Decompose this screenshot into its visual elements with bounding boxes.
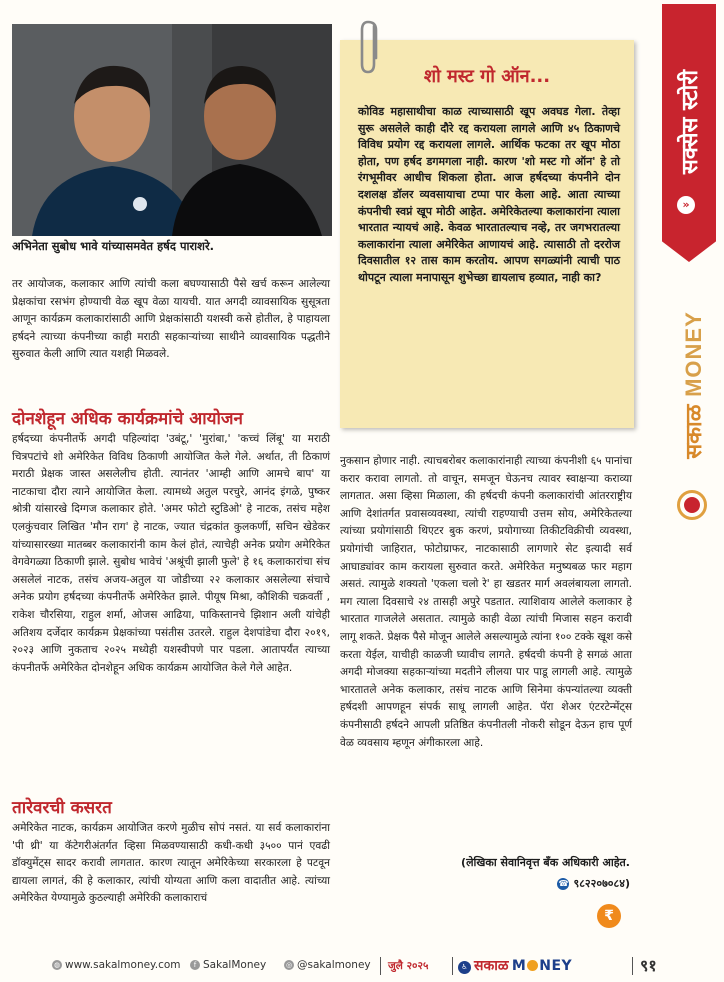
footer-website[interactable]: ◍ www.sakalmoney.com: [53, 959, 181, 971]
author-note: (लेखिका सेवानिवृत्त बँक अधिकारी आहेत.: [461, 856, 630, 869]
footer-divider: [452, 957, 453, 975]
brand-logo-center: [684, 497, 700, 513]
sidebar-label: सक्सेस स्टोरी: [678, 69, 703, 175]
instagram-icon: ◎: [285, 961, 293, 969]
photo-caption: अभिनेता सुबोध भावे यांच्यासमवेत हर्षद पाराशरे.: [12, 239, 215, 253]
highlight-box-title: शो मस्ट गो ऑन...: [423, 66, 551, 87]
page-number: ९१: [640, 956, 657, 975]
footer-brand: ♿ सकाळ M NEY: [458, 956, 572, 975]
column2-paragraph: नुकसान होणार नाही. त्याचबरोबर कलाकारांनाही त्याच्या कंपनीशी ६५ पानांचा करार करावा लागतो. तो वाचून, समजून घेऊनच त्यावर स्वाक्षऱ्या कराव्या लागतात. असा व्हिसा मिळाला, की हर्षदची कंपनी कलाकारांची आंतरराष्ट्रीय आणि देशांतर्गत प्रवासव्यवस्था, त्यांची राहण्याची उत्तम सोय, अमेरिकेतल्या त्यांच्या प्रयोगांसाठी थिएटर बुक करणं, प्रयोगाच्या तिकीटविक्रीची व्यवस्था, प्रयोगांची जाहिरात, फोटोग्राफर, नाटकासाठी लागणारे सेट इत्यादी सर्व आघाड्यांवर काम करायला सुरुवात करते. अमेरिकेत मनुष्यबळ फार महाग असतं. त्यामुळे शक्यतो 'एकला चलो रे' हा खडतर मार्ग अवलंबायला लागतो. मग त्याला दिवसाचे २४ तासही अपुरे पडतात. त्याशिवाय आलेले कलाकार हे भारतात गाजलेले असतात. त्यामुळे काही वेळा त्यांची मिजास सहन करावी लागू शकते. प्रेक्षक पैसे मोजून आलेले असल्यामुळे त्यांना १०० टक्के खूश कसे करता येईल, याचीही काळजी घ्यावीच लागते. हर्षदची कंपनी हे सगळं आता अगदी मोजक्या सहकाऱ्यांच्या मदतीने लीलया पार पाडू लागली आहे. त्यामुळे भारतातले अनेक कलाकार, तसंच नाटक आणि सिनेमा कंपन्यांतल्या व्यक्ती हर्षदशी आपणहून संपर्क साधू लागली आहेत. पॅरा शेअर एंटरटेन्मेंट्स कंपनीसाठी हर्षदने आपली प्रतिष्ठित कंपनीतली नोकरी सोडून देऊन हाच पूर्ण वेळ व्यवसाय म्हणून अंगीकारला आहे.: [340, 455, 632, 749]
facebook-icon: f: [190, 960, 200, 970]
sidebar-brand: [678, 311, 708, 459]
footer-divider: [632, 957, 633, 975]
sidebar-brand-marathi: सकाळ: [682, 404, 707, 459]
brand-o-icon: [527, 960, 538, 971]
intro-paragraph: तर आयोजक, कलाकार आणि त्यांची कला बघण्यासाठी पैसे खर्च करून आलेल्या प्रेक्षकांचा रसभंग होण्याची वेळ खूप वेळा यायची. यात अगदी व्यावसायिक सुसूत्रता आणून कार्यक्रम कलाकारांसाठी आणि प्रेक्षकांसाठी यशस्वी कसे होतील, हे पाहायला हर्षदने त्याच्या कंपनीच्या काही मराठी सहकाऱ्यांच्या साथीने व्यावसायिक पद्धतीने सुरुवात केली आणि त्यात यशही मिळवले.: [12, 278, 330, 361]
section-paragraph: हर्षदच्या कंपनीतर्फे अगदी पहिल्यांदा 'उबंटू,' 'मुरांबा,' 'कच्चं लिंबू' या मराठी चित्रपटांचे शो अमेरिकेत विविध ठिकाणी आयोजित केले गेले. अर्थात, ती ठिकाणं मराठी प्रेक्षक जास्त असलेलीच होती. त्यानंतर 'आम्ही आणि आमचे बाप' या नाटकाचा दौरा त्याने आयोजित केला. त्यामध्ये अतुल परचुरे, आनंद इंगळे, पुष्कर श्रोत्री यांसारखे दिग्गज कलाकार होते. 'अमर फोटो स्टुडिओ' हे नाटक, तसंच महेश एलकुंचवार लिखित 'मौन राग' हे नाटक, ज्यात चंद्रकांत कुलकर्णी, सचिन खेडेकर यांच्यासारख्या मातब्बर कलाकारांनी काम केलं होतं, त्याचेही अनेक प्रयोग अमेरिकेत वेगवेगळ्या ठिकाणी झाले. सुबोध भावेचं 'अश्रूंची झाली फुले' हे १६ कलाकारांचा संच असलेलं नाटक, तसंच अजय-अतुल या जोडीच्या २२ कलाकार असलेल्या संचाचे अनेक प्रयोग हर्षदच्या कंपनीतर्फे अमेरिकेत झाले. पीयूष मिश्रा, कौशिकी चक्रवर्ती , राकेश चौरसिया, राहुल शर्मा, ओजस आढिया, पाकिस्तानचे झिशान अली यांचेही अतिशय दर्जेदार कार्यक्रम प्रेक्षकांच्या पसंतीस उतरले. राहुल देशपांडेचा दौरा २०१९, २०२३ आणि नुकताच २०२५ मध्येही यशस्वीपणे पार पडला. आतापर्यंत त्याच्या कंपनीतर्फे अमेरिकेत दोनशेहून अधिक कार्यक्रम आयोजित केले गेले आहेत.: [12, 433, 330, 674]
rupee-icon: ₹: [597, 904, 621, 928]
section-heading-2: तारेवरची कसरत: [12, 798, 112, 818]
footer-facebook[interactable]: f SakalMoney: [190, 959, 266, 971]
page-footer: [0, 955, 724, 979]
section-paragraph-2: अमेरिकेत नाटक, कार्यक्रम आयोजित करणे मुळीच सोपं नसतं. या सर्व कलाकारांना 'पी थ्री' या कॅटेगरीअंतर्गत व्हिसा मिळवण्यासाठी कधी-कधी ३५०० पानं एवढी डॉक्युमेंट्स सादर करावी लागतात. कारण त्यातून अमेरिकेच्या सरकारला हे पटवून द्यायला लागतं, की हे कलाकार, त्यांची योग्यता आणि कला वादातीत आहे. त्यांच्या अमेरिकेत येण्यामुळे कुठल्याही अमेरिकी कलाकाराचं: [12, 822, 330, 905]
footer-instagram[interactable]: ◎ @sakalmoney: [285, 959, 371, 971]
globe-icon: ◍: [53, 961, 61, 969]
section-heading: दोनशेहून अधिक कार्यक्रमांचे आयोजन: [12, 409, 243, 429]
paperclip-icon: [356, 18, 382, 78]
chevron-icon: »: [677, 196, 695, 214]
brand-icon: ♿: [458, 961, 471, 974]
highlight-box-text: कोविड महासाथीचा काळ त्याच्यासाठी खूप अवघड गेला. तेव्हा सुरू असलेले काही दौरे रद्द करायला लागले आणि ४५ ठिकाणचे विविध प्रयोग रद्द करायला लागले. आर्थिक फटका तर खूप मोठा होता, पण हर्षद डगमगला नाही. कारण 'शो मस्ट गो ऑन' हे तो रंगभूमीवर आधीच शिकला होता. आज हर्षदच्या कंपनीने दोन दशलक्ष डॉलर व्यवसायाचा टप्पा पार केला आहे. आता त्याच्या कंपनीची स्वप्नं खूप मोठी आहेत. अमेरिकेतल्या कलाकारांना त्याला भारतात न्यायचं आहे. केवळ भारतातल्याच नव्हे, तर जगभरातल्या कलाकारांना त्याला अमेरिकेत आणायचं आहे. त्यासाठी तो दररोज दिवसातील १२ तास काम करतोय. आपण सगळ्यांनी त्याची पाठ थोपटून त्याला मनापासून शुभेच्छा द्यायलाच हव्यात, नाही का?: [358, 105, 620, 284]
photo-illustration: [12, 24, 332, 236]
highlight-box: [340, 40, 634, 428]
article-photo: [12, 24, 332, 236]
sidebar-brand-english: MONEY: [681, 311, 706, 397]
footer-divider: [380, 957, 381, 975]
footer-month: जुलै २०२५: [388, 960, 429, 972]
author-phone-number: ९८२२०७०८४): [573, 877, 630, 890]
phone-icon: ☎: [558, 879, 569, 888]
author-phone: [340, 876, 630, 891]
